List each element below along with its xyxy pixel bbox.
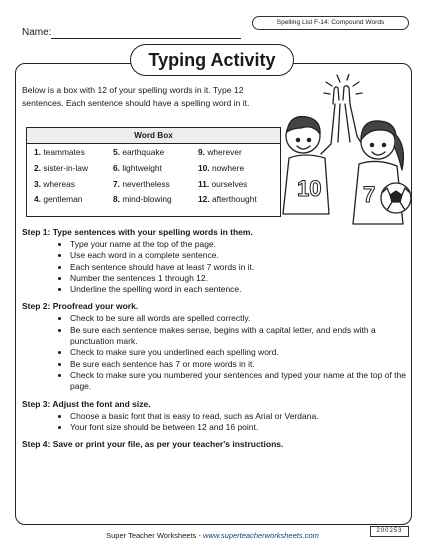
word-box: [26, 127, 281, 217]
name-label: Name:: [22, 27, 52, 38]
word-number: 5.: [113, 147, 120, 157]
step-bullet: • Be sure each sentence makes sense, begins with a capital letter, and ends with a punctuation mark.: [70, 325, 407, 348]
word-text: gentleman: [43, 194, 83, 205]
word-text: afterthought: [211, 194, 257, 205]
intro-text: Below is a box with 12 of your spelling words in it. Type 12 sentences. Each sentence should have a spelling word in it.: [22, 85, 250, 108]
step-bullet: • Check to be sure all words are spelled correctly.: [70, 313, 407, 324]
word-number: 10.: [198, 162, 210, 173]
word-box-item: [198, 147, 287, 163]
step-title: Step 1: Type sentences with your spelling words in them.: [22, 227, 253, 237]
word-box-item: [198, 179, 287, 195]
step-bullet: • Your font size should be between 12 and 16 point.: [70, 422, 407, 433]
word-box-item: [113, 194, 198, 210]
word-number: 12.: [198, 194, 210, 205]
word-number: 4.: [34, 194, 41, 205]
word-text: teammates: [43, 147, 85, 157]
word-text: wherever: [207, 147, 242, 157]
step-bullet: • Each sentence should have at least 7 words in it.: [70, 262, 407, 273]
word-number: 1.: [34, 147, 41, 157]
step-bullet-list: [22, 411, 407, 434]
steps-section: [22, 226, 407, 455]
step-bullet: • Number the sentences 1 through 12.: [70, 273, 407, 284]
step-bullet: • Use each word in a complete sentence.: [70, 250, 407, 261]
word-number: 8.: [113, 194, 120, 205]
step-title: Step 2: Proofread your work.: [22, 301, 139, 312]
word-box-item: [113, 163, 198, 179]
high-five-kids-illustration: [277, 74, 412, 241]
word-box-item: [198, 163, 287, 179]
word-box-item: [198, 194, 287, 210]
word-box-title: Word Box: [27, 128, 280, 144]
word-grid: [27, 144, 280, 210]
word-box-item: [34, 163, 113, 179]
page-title: Typing Activity: [130, 44, 294, 76]
footer-site-link[interactable]: www.superteacherworksheets.com: [202, 531, 319, 540]
word-text: whereas: [43, 178, 75, 189]
step-bullet: • Check to make sure you underlined each spelling word.: [70, 347, 407, 358]
word-box-item: [34, 147, 113, 163]
step-1: [22, 226, 407, 295]
word-text: sister-in-law: [43, 162, 89, 173]
word-text: lightweight: [122, 162, 162, 173]
word-number: 9.: [198, 147, 205, 157]
step-title: Step 3: Adjust the font and size.: [22, 398, 151, 409]
word-box-item: [113, 147, 198, 163]
step-bullet: • Choose a basic font that is easy to read, such as Arial or Verdana.: [70, 411, 407, 422]
step-4: [22, 438, 407, 450]
word-number: 7.: [113, 178, 120, 189]
word-number: 11.: [198, 178, 210, 189]
step-bullet: • Underline the spelling word in each sentence.: [70, 284, 407, 295]
worksheet-code: 200253: [370, 526, 409, 537]
name-line: [51, 38, 241, 39]
footer-brand: Super Teacher Worksheets -: [106, 531, 203, 540]
step-bullet: • Be sure each sentence has 7 or more words in it.: [70, 359, 407, 370]
step-title: Step 4: Save or print your file, as per your teacher's instructions.: [22, 439, 284, 450]
word-box-item: [34, 179, 113, 195]
step-bullet: • Check to make sure you numbered your sentences and typed your name at the top of the page.: [70, 370, 407, 393]
step-bullet-list: [22, 313, 407, 392]
step-bullet-list: [22, 239, 407, 295]
word-text: mind-blowing: [122, 194, 172, 205]
word-text: nowhere: [211, 162, 245, 173]
jersey-number-left: 10: [297, 176, 322, 201]
word-number: 2.: [34, 162, 41, 173]
jersey-number-right: 7: [363, 182, 376, 207]
step-bullet: • Type your name at the top of the page.: [70, 239, 407, 250]
word-box-item: [34, 194, 113, 210]
word-number: 3.: [34, 178, 41, 189]
word-box-item: [113, 179, 198, 195]
footer: [0, 531, 425, 540]
step-3: [22, 398, 407, 434]
spelling-list-tag: Spelling List F-14: Compound Words: [252, 16, 409, 30]
word-number: 6.: [113, 162, 120, 173]
word-text: ourselves: [211, 178, 248, 189]
word-text: earthquake: [122, 147, 165, 157]
word-text: nevertheless: [122, 178, 170, 189]
step-2: [22, 300, 407, 392]
